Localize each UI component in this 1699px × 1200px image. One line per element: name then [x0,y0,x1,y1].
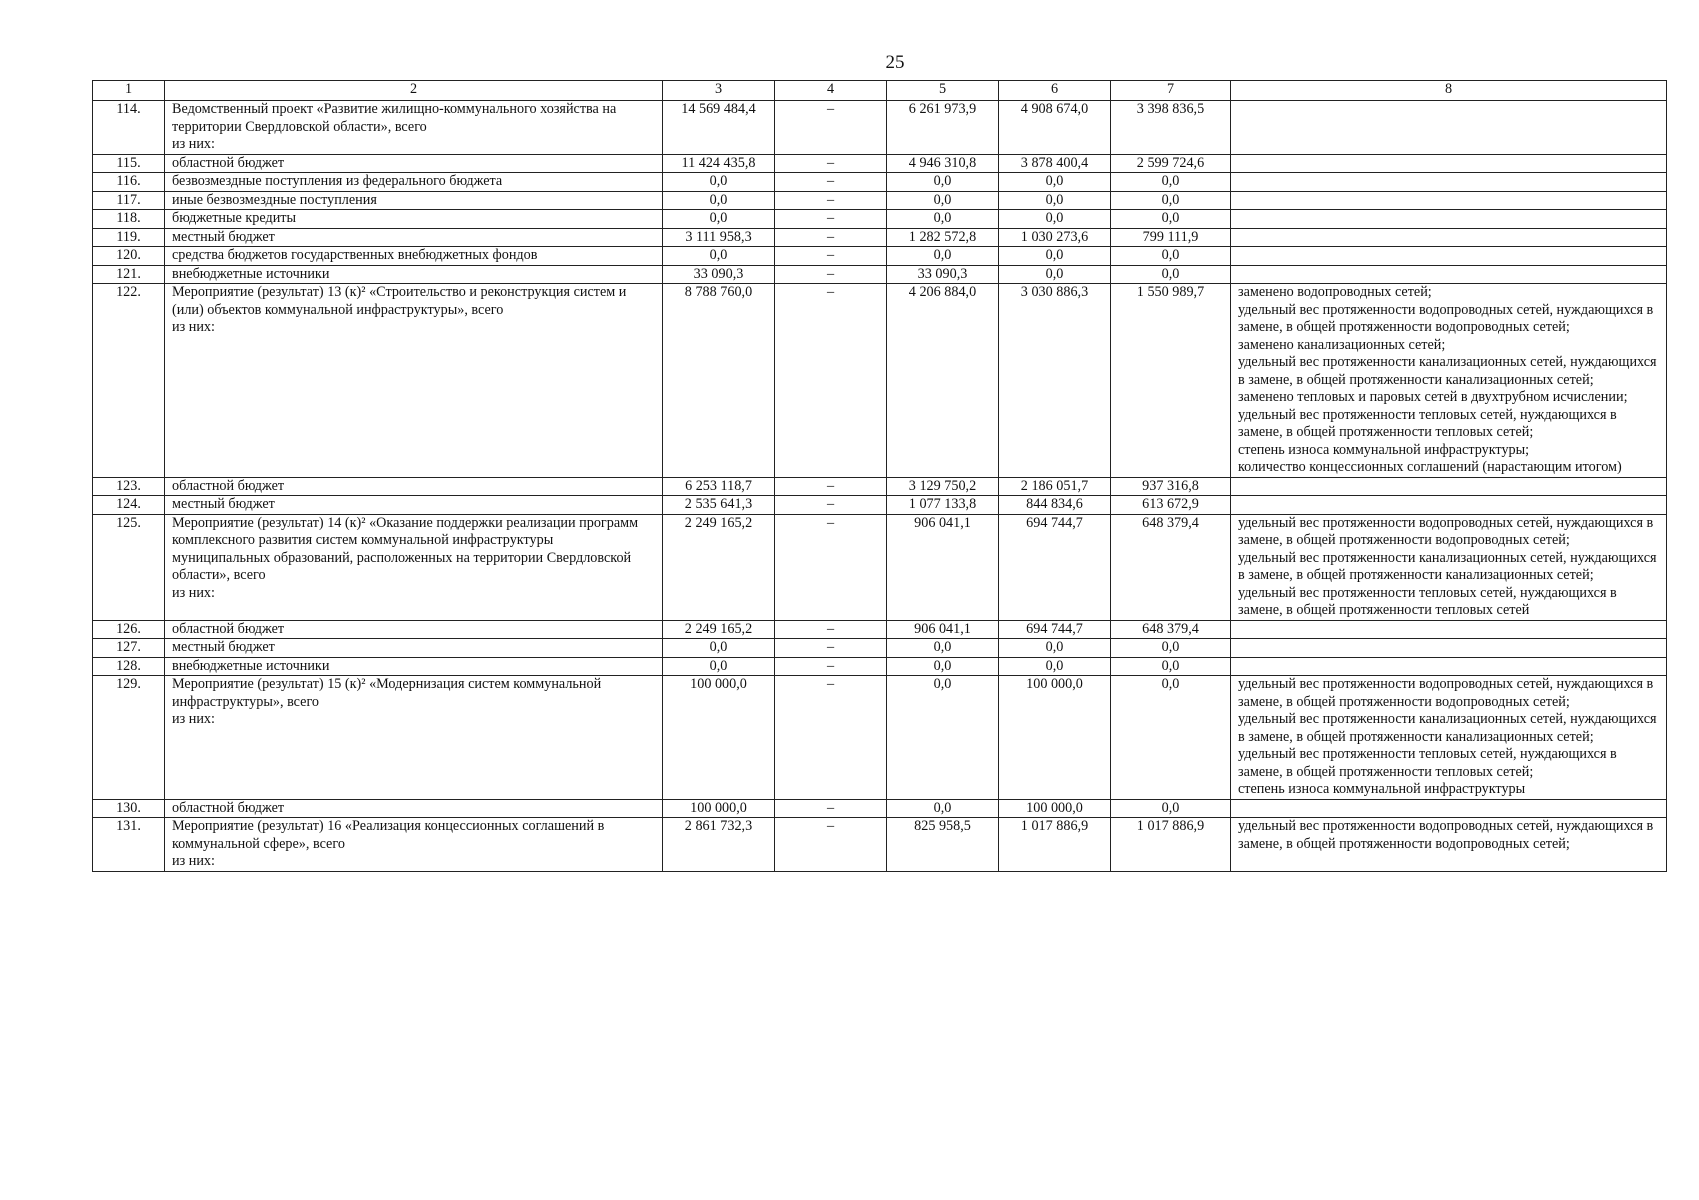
year-2024-cell: – [775,284,887,478]
target-indicators-cell: заменено водопроводных сетей; удельный вес протяженности водопроводных сетей, нуждающихся в замене, в общей протяженности водопроводных сетей; заменено канализационных сетей; удельный вес протяженности канализационных сетей, нуждающихся в замене, в общей протяженности канализационных сетей; заменено тепловых и паровых сетей в двухтрубном исчислении; удельный вес протяженности тепловых сетей, нуждающихся в замене, в общей протяженности тепловых сетей; степень износа коммунальной инфраструктуры; количество концессионных соглашений (нарастающим итогом) [1231,284,1667,478]
row-number-cell: 128. [93,657,165,676]
year-2026-cell: 2 186 051,7 [999,477,1111,496]
year-2025-cell: 0,0 [887,657,999,676]
year-2027-cell: 0,0 [1111,247,1231,266]
table-row [93,191,1667,210]
year-2025-cell: 906 041,1 [887,620,999,639]
total-amount-cell: 6 253 118,7 [663,477,775,496]
year-2027-cell: 648 379,4 [1111,620,1231,639]
column-header: 2 [165,81,663,101]
year-2025-cell: 0,0 [887,210,999,229]
table-row [93,639,1667,658]
year-2026-cell: 0,0 [999,173,1111,192]
row-name-cell: средства бюджетов государственных внебюджетных фондов [165,247,663,266]
total-amount-cell: 0,0 [663,173,775,192]
year-2024-cell: – [775,818,887,872]
row-name-cell: иные безвозмездные поступления [165,191,663,210]
year-2027-cell: 937 316,8 [1111,477,1231,496]
year-2024-cell: – [775,514,887,620]
row-number-cell: 130. [93,799,165,818]
column-header: 6 [999,81,1111,101]
year-2026-cell: 844 834,6 [999,496,1111,515]
table-row [93,247,1667,266]
row-number-cell: 117. [93,191,165,210]
year-2026-cell: 694 744,7 [999,620,1111,639]
table-row [93,818,1667,872]
total-amount-cell: 2 249 165,2 [663,620,775,639]
year-2024-cell: – [775,247,887,266]
row-name-cell: безвозмездные поступления из федерального бюджета [165,173,663,192]
year-2025-cell: 0,0 [887,191,999,210]
total-amount-cell: 0,0 [663,191,775,210]
year-2024-cell: – [775,639,887,658]
target-indicators-cell: удельный вес протяженности водопроводных сетей, нуждающихся в замене, в общей протяженности водопроводных сетей; [1231,818,1667,872]
table-row [93,284,1667,478]
target-indicators-cell [1231,191,1667,210]
year-2024-cell: – [775,210,887,229]
row-name-cell: областной бюджет [165,477,663,496]
total-amount-cell: 100 000,0 [663,676,775,800]
total-amount-cell: 8 788 760,0 [663,284,775,478]
total-amount-cell: 0,0 [663,210,775,229]
total-amount-cell: 0,0 [663,657,775,676]
row-name-cell: бюджетные кредиты [165,210,663,229]
year-2024-cell: – [775,191,887,210]
year-2027-cell: 799 111,9 [1111,228,1231,247]
row-name-cell: областной бюджет [165,620,663,639]
target-indicators-cell [1231,639,1667,658]
year-2027-cell: 0,0 [1111,265,1231,284]
table-row [93,210,1667,229]
row-name-cell: местный бюджет [165,639,663,658]
year-2024-cell: – [775,676,887,800]
year-2025-cell: 4 946 310,8 [887,154,999,173]
row-name-cell: Мероприятие (результат) 14 (к)² «Оказание поддержки реализации программ комплексного развития систем коммунальной инфраструктуры муниципальных образований, расположенных на территории Свердловской области», всего из них: [165,514,663,620]
row-number-cell: 115. [93,154,165,173]
year-2025-cell: 0,0 [887,676,999,800]
total-amount-cell: 0,0 [663,247,775,266]
total-amount-cell: 0,0 [663,639,775,658]
year-2027-cell: 0,0 [1111,639,1231,658]
year-2025-cell: 0,0 [887,639,999,658]
total-amount-cell: 2 535 641,3 [663,496,775,515]
target-indicators-cell: удельный вес протяженности водопроводных сетей, нуждающихся в замене, в общей протяженности водопроводных сетей; удельный вес протяженности канализационных сетей, нуждающихся в замене, в общей протяженности канализационных сетей; удельный вес протяженности тепловых сетей, нуждающихся в замене, в общей протяженности тепловых сетей; степень износа коммунальной инфраструктуры [1231,676,1667,800]
year-2025-cell: 4 206 884,0 [887,284,999,478]
budget-table [92,80,1667,872]
year-2026-cell: 0,0 [999,657,1111,676]
year-2025-cell: 1 282 572,8 [887,228,999,247]
table-row [93,676,1667,800]
row-number-cell: 120. [93,247,165,266]
year-2027-cell: 613 672,9 [1111,496,1231,515]
target-indicators-cell [1231,210,1667,229]
year-2026-cell: 0,0 [999,639,1111,658]
table-row [93,154,1667,173]
row-number-cell: 116. [93,173,165,192]
table-row [93,173,1667,192]
row-name-cell: внебюджетные источники [165,657,663,676]
year-2027-cell: 0,0 [1111,657,1231,676]
target-indicators-cell [1231,477,1667,496]
total-amount-cell: 3 111 958,3 [663,228,775,247]
year-2026-cell: 100 000,0 [999,676,1111,800]
row-number-cell: 118. [93,210,165,229]
year-2026-cell: 1 030 273,6 [999,228,1111,247]
row-number-cell: 131. [93,818,165,872]
target-indicators-cell [1231,173,1667,192]
row-number-cell: 129. [93,676,165,800]
column-header: 7 [1111,81,1231,101]
table-row [93,101,1667,155]
year-2027-cell: 1 550 989,7 [1111,284,1231,478]
target-indicators-cell: удельный вес протяженности водопроводных сетей, нуждающихся в замене, в общей протяженности водопроводных сетей; удельный вес протяженности канализационных сетей, нуждающихся в замене, в общей протяженности канализационных сетей; удельный вес протяженности тепловых сетей, нуждающихся в замене, в общей протяженности тепловых сетей [1231,514,1667,620]
total-amount-cell: 100 000,0 [663,799,775,818]
year-2026-cell: 100 000,0 [999,799,1111,818]
year-2024-cell: – [775,265,887,284]
year-2027-cell: 3 398 836,5 [1111,101,1231,155]
year-2025-cell: 825 958,5 [887,818,999,872]
year-2025-cell: 1 077 133,8 [887,496,999,515]
year-2027-cell: 1 017 886,9 [1111,818,1231,872]
row-name-cell: Мероприятие (результат) 15 (к)² «Модернизация систем коммунальной инфраструктуры», всего из них: [165,676,663,800]
row-name-cell: областной бюджет [165,799,663,818]
total-amount-cell: 33 090,3 [663,265,775,284]
row-number-cell: 123. [93,477,165,496]
year-2024-cell: – [775,228,887,247]
column-header: 3 [663,81,775,101]
year-2027-cell: 2 599 724,6 [1111,154,1231,173]
year-2026-cell: 3 878 400,4 [999,154,1111,173]
row-number-cell: 125. [93,514,165,620]
row-name-cell: Ведомственный проект «Развитие жилищно-коммунального хозяйства на территории Свердловской области», всего из них: [165,101,663,155]
row-name-cell: местный бюджет [165,228,663,247]
table-row [93,496,1667,515]
target-indicators-cell [1231,620,1667,639]
row-name-cell: местный бюджет [165,496,663,515]
column-number-row [93,81,1667,101]
year-2027-cell: 0,0 [1111,799,1231,818]
year-2024-cell: – [775,173,887,192]
year-2027-cell: 0,0 [1111,210,1231,229]
year-2025-cell: 0,0 [887,247,999,266]
total-amount-cell: 2 861 732,3 [663,818,775,872]
target-indicators-cell [1231,154,1667,173]
row-name-cell: Мероприятие (результат) 16 «Реализация концессионных соглашений в коммунальной сфере», всего из них: [165,818,663,872]
target-indicators-cell [1231,101,1667,155]
year-2024-cell: – [775,496,887,515]
table-row [93,265,1667,284]
row-number-cell: 114. [93,101,165,155]
year-2024-cell: – [775,154,887,173]
year-2026-cell: 0,0 [999,247,1111,266]
row-number-cell: 122. [93,284,165,478]
table-row [93,228,1667,247]
row-name-cell: внебюджетные источники [165,265,663,284]
year-2026-cell: 3 030 886,3 [999,284,1111,478]
total-amount-cell: 11 424 435,8 [663,154,775,173]
year-2026-cell: 0,0 [999,265,1111,284]
row-number-cell: 121. [93,265,165,284]
year-2024-cell: – [775,477,887,496]
target-indicators-cell [1231,657,1667,676]
row-number-cell: 127. [93,639,165,658]
target-indicators-cell [1231,799,1667,818]
table-body [93,81,1667,872]
year-2025-cell: 6 261 973,9 [887,101,999,155]
table-row [93,620,1667,639]
year-2026-cell: 0,0 [999,210,1111,229]
year-2024-cell: – [775,620,887,639]
year-2024-cell: – [775,101,887,155]
target-indicators-cell [1231,496,1667,515]
year-2027-cell: 0,0 [1111,173,1231,192]
column-header: 4 [775,81,887,101]
table-row [93,657,1667,676]
year-2027-cell: 0,0 [1111,676,1231,800]
row-number-cell: 124. [93,496,165,515]
year-2024-cell: – [775,799,887,818]
column-header: 1 [93,81,165,101]
total-amount-cell: 14 569 484,4 [663,101,775,155]
table-row [93,514,1667,620]
target-indicators-cell [1231,265,1667,284]
row-number-cell: 119. [93,228,165,247]
year-2025-cell: 0,0 [887,799,999,818]
target-indicators-cell [1231,247,1667,266]
column-header: 8 [1231,81,1667,101]
year-2027-cell: 648 379,4 [1111,514,1231,620]
year-2024-cell: – [775,657,887,676]
row-name-cell: областной бюджет [165,154,663,173]
year-2025-cell: 3 129 750,2 [887,477,999,496]
year-2025-cell: 33 090,3 [887,265,999,284]
row-number-cell: 126. [93,620,165,639]
year-2026-cell: 4 908 674,0 [999,101,1111,155]
table-row [93,799,1667,818]
year-2027-cell: 0,0 [1111,191,1231,210]
row-name-cell: Мероприятие (результат) 13 (к)² «Строительство и реконструкция систем и (или) объектов коммунальной инфраструктуры», всего из них: [165,284,663,478]
year-2026-cell: 1 017 886,9 [999,818,1111,872]
year-2026-cell: 694 744,7 [999,514,1111,620]
year-2025-cell: 0,0 [887,173,999,192]
page-number: 25 [885,52,905,73]
table-row [93,477,1667,496]
total-amount-cell: 2 249 165,2 [663,514,775,620]
year-2026-cell: 0,0 [999,191,1111,210]
column-header: 5 [887,81,999,101]
target-indicators-cell [1231,228,1667,247]
year-2025-cell: 906 041,1 [887,514,999,620]
